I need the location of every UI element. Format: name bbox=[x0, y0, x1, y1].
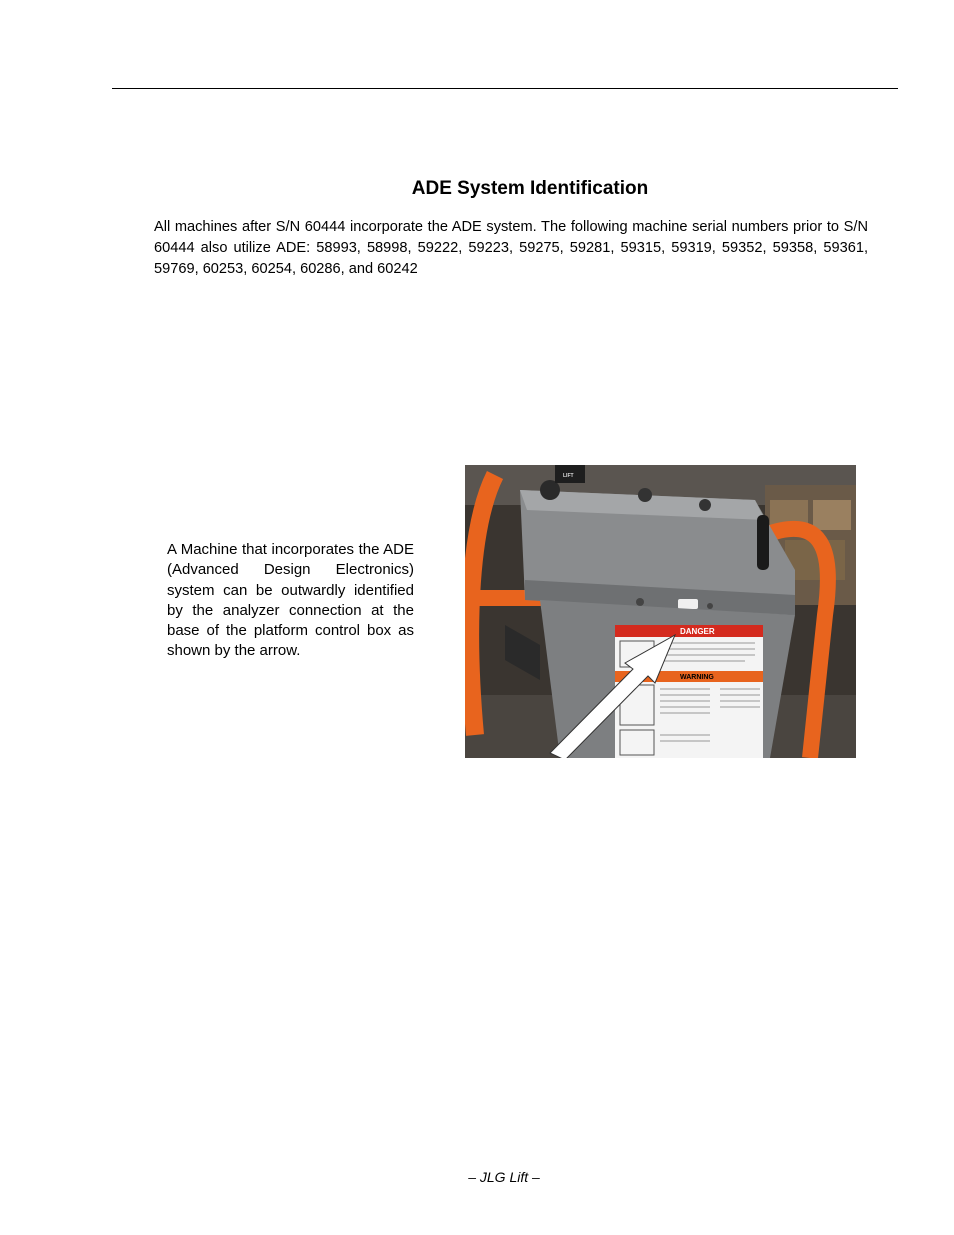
safety-decal bbox=[615, 625, 763, 758]
danger-text: DANGER bbox=[680, 627, 715, 636]
analyzer-connection bbox=[678, 599, 698, 609]
page-footer: – JLG Lift – bbox=[468, 1169, 540, 1185]
connector-port bbox=[707, 603, 713, 609]
lift-label: LIFT bbox=[563, 473, 574, 479]
shelf-box bbox=[813, 500, 851, 530]
warning-text: WARNING bbox=[680, 674, 714, 681]
header-rule bbox=[112, 88, 898, 89]
figure-caption: A Machine that incorporates the ADE (Advanced Design Electronics) system can be outwardly identified by the analyzer connection at the base of the platform control box as shown by the arrow. bbox=[167, 541, 414, 660]
control-knob bbox=[699, 499, 711, 511]
control-knob bbox=[638, 488, 652, 502]
joystick bbox=[757, 515, 769, 570]
intro-paragraph: All machines after S/N 60444 incorporate the ADE system. The following machine serial numbers prior to S/N 60444 also utilize ADE: 58993, 58998, 59222, 59223, 59275, 59281, 59315, 59319, 59352, 59358, 59361, 59769, 60253, 60254, 60286, and 60242 bbox=[154, 219, 868, 277]
connector-port bbox=[636, 598, 644, 606]
section-title: ADE System Identification bbox=[411, 178, 649, 199]
platform-control-box-photo bbox=[465, 465, 856, 758]
photo-illustration bbox=[465, 465, 856, 758]
